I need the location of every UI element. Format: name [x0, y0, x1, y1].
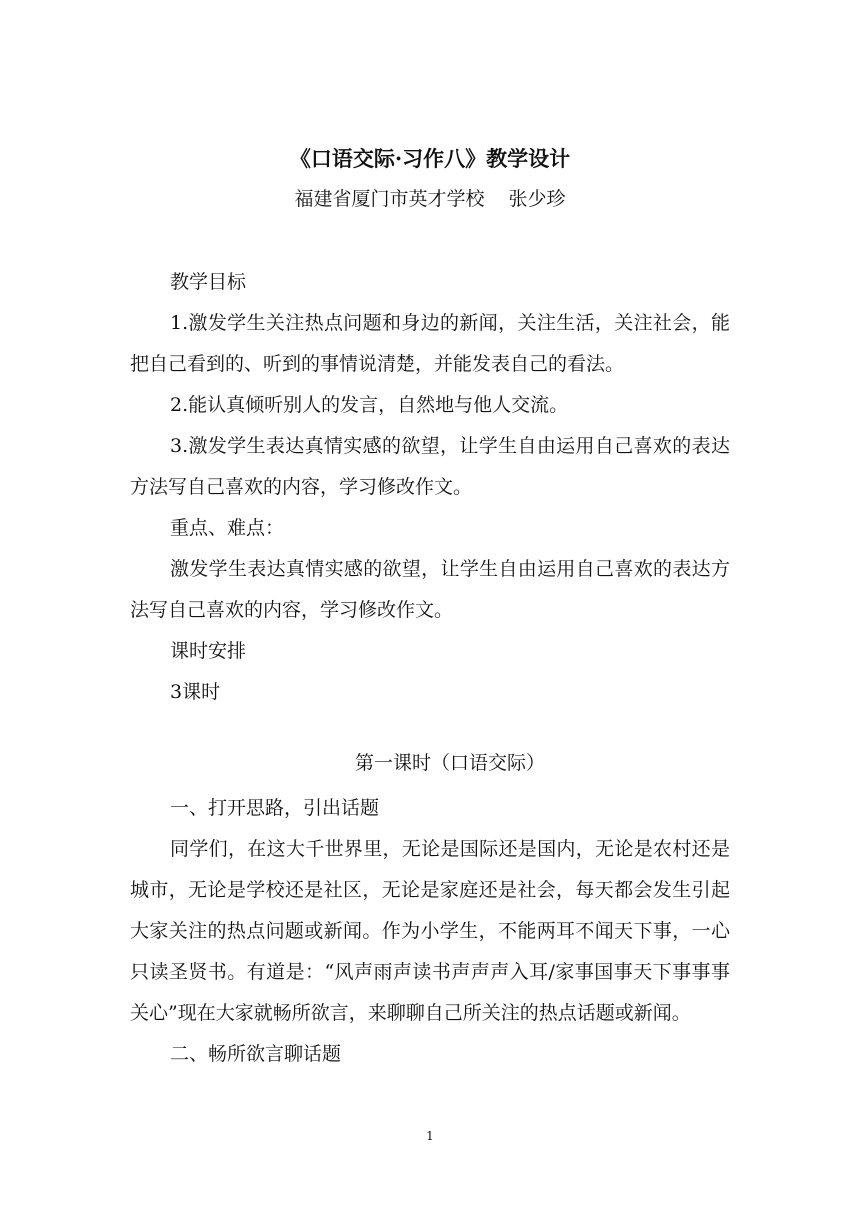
- author-name: 张少珍: [508, 188, 566, 210]
- objectives-heading: 教学目标: [170, 271, 247, 293]
- schedule-heading: 课时安排: [170, 640, 247, 662]
- author-school: 福建省厦门市英才学校: [294, 188, 485, 210]
- page-number: 1: [426, 1129, 434, 1143]
- objective-3: 3.激发学生表达真情实感的欲望，让学生自由运用自己喜欢的表达方法写自己喜欢的内容，学习修改作文。: [130, 435, 730, 498]
- key-points-text: 激发学生表达真情实感的欲望，让学生自由运用自己喜欢的表达方法写自己喜欢的内容，学习修改作文。: [130, 558, 730, 621]
- step-2-heading: 二、畅所欲言聊话题: [170, 1043, 342, 1065]
- objectives-section: [130, 262, 730, 713]
- objective-2: 2.能认真倾听别人的发言，自然地与他人交流。: [170, 394, 569, 416]
- step-1-heading: 一、打开思路，引出话题: [170, 797, 380, 819]
- lesson-1-section: [130, 788, 730, 1075]
- schedule-text: 3课时: [170, 681, 221, 703]
- key-points-heading: 重点、难点：: [170, 517, 285, 539]
- step-1-text: 同学们，在这大千世界里，无论是国际还是国内，无论是农村还是城市，无论是学校还是社区，无论是家庭还是社会，每天都会发生引起大家关注的热点问题或新闻。作为小学生，不能两耳不闻天下事，一心只读圣贤书。有道是：“风声雨声读书声声声入耳/家事国事天下事事事关心”现在大家就畅所欲言，来聊聊自己所关注的热点话题或新闻。: [130, 838, 730, 1024]
- objective-1: 1.激发学生关注热点问题和身边的新闻，关注生活，关注社会，能把自己看到的、听到的事情说清楚，并能发表自己的看法。: [130, 312, 730, 375]
- author-line: [0, 184, 860, 214]
- lesson-1-heading: 第一课时（口语交际）: [354, 752, 545, 774]
- document-title: 《口语交际·习作八》教学设计: [289, 146, 571, 171]
